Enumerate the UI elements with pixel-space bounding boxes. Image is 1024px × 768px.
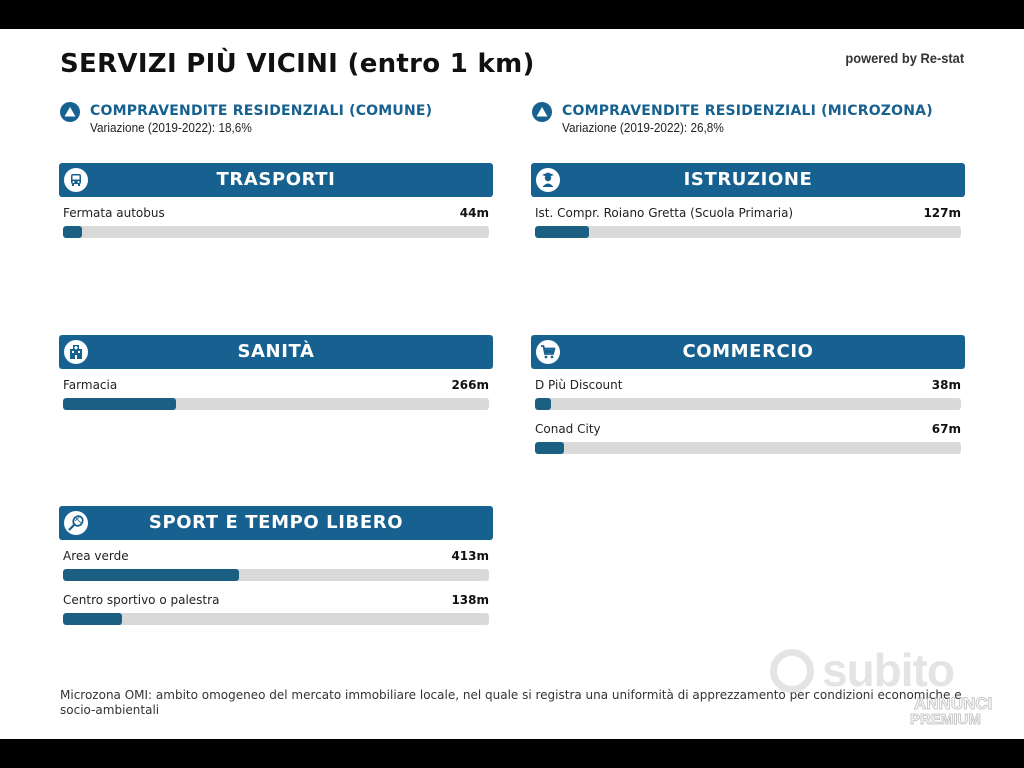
distance-bar-fill <box>63 569 239 581</box>
service-list <box>531 369 965 457</box>
section-title: TRASPORTI <box>216 169 336 190</box>
section-commercio <box>531 335 965 457</box>
distance-bar-fill <box>535 398 551 410</box>
trend-variation: Variazione (2019-2022): 26,8% <box>562 121 724 135</box>
footnote: Microzona OMI: ambito omogeneo del mercato immobiliare locale, nel quale si registra una uniformità di apprezzamento per condizioni economiche e socio-ambientali <box>60 688 962 717</box>
distance-bar-fill <box>535 226 589 238</box>
service-distance: 266m <box>451 378 489 392</box>
distance-bar-fill <box>63 226 82 238</box>
triangle-up-icon <box>60 102 80 122</box>
service-name: Ist. Compr. Roiano Gretta (Scuola Primaria) <box>535 206 794 220</box>
service-name: Farmacia <box>63 378 118 392</box>
subito-logo-icon <box>770 649 814 693</box>
service-item <box>59 197 493 241</box>
distance-bar-fill <box>535 442 564 454</box>
service-name: Centro sportivo o palestra <box>63 593 220 607</box>
section-trasporti <box>59 163 493 241</box>
service-distance: 413m <box>451 549 489 563</box>
service-list <box>59 540 493 628</box>
watermark-line2: PREMIUM <box>910 711 981 728</box>
section-sport <box>59 506 493 628</box>
services-page <box>0 29 1024 739</box>
service-item <box>59 584 493 628</box>
service-item <box>531 197 965 241</box>
section-header <box>59 506 493 540</box>
service-name: Fermata autobus <box>63 206 165 220</box>
watermark-brand: subito <box>822 644 954 696</box>
service-list <box>59 197 493 241</box>
service-distance: 138m <box>451 593 489 607</box>
distance-bar <box>535 398 961 410</box>
service-item <box>531 413 965 457</box>
distance-bar <box>63 613 489 625</box>
page-title: SERVIZI PIÙ VICINI (entro 1 km) <box>60 49 535 79</box>
section-sanita <box>59 335 493 413</box>
service-list <box>531 197 965 241</box>
distance-bar-fill <box>63 398 176 410</box>
watermark-line1: ANNUNCI <box>914 694 993 713</box>
section-title: COMMERCIO <box>682 341 814 362</box>
distance-bar <box>63 569 489 581</box>
service-name: Area verde <box>63 549 129 563</box>
section-header <box>531 163 965 197</box>
bottom-letterbox-bar <box>0 739 1024 768</box>
service-item <box>59 540 493 584</box>
service-item <box>59 369 493 413</box>
service-distance: 44m <box>459 206 489 220</box>
service-item <box>531 369 965 413</box>
distance-bar-fill <box>63 613 122 625</box>
distance-bar <box>535 442 961 454</box>
service-distance: 67m <box>931 422 961 436</box>
distance-bar <box>63 398 489 410</box>
service-name: Conad City <box>535 422 601 436</box>
section-istruzione <box>531 163 965 241</box>
powered-by-label: powered by Re-stat <box>845 50 964 66</box>
trend-variation: Variazione (2019-2022): 18,6% <box>90 121 252 135</box>
trend-title: COMPRAVENDITE RESIDENZIALI (MICROZONA) <box>562 103 933 119</box>
top-letterbox-bar <box>0 0 1024 29</box>
service-distance: 38m <box>931 378 961 392</box>
section-title: SANITÀ <box>237 341 315 362</box>
trend-title: COMPRAVENDITE RESIDENZIALI (COMUNE) <box>90 103 433 119</box>
section-header <box>59 163 493 197</box>
subito-watermark <box>770 644 1010 729</box>
triangle-up-icon <box>532 102 552 122</box>
service-distance: 127m <box>923 206 961 220</box>
section-title: SPORT E TEMPO LIBERO <box>148 512 404 533</box>
section-header <box>59 335 493 369</box>
section-header <box>531 335 965 369</box>
service-list <box>59 369 493 413</box>
distance-bar <box>63 226 489 238</box>
service-name: D Più Discount <box>535 378 623 392</box>
distance-bar <box>535 226 961 238</box>
section-title: ISTRUZIONE <box>683 169 813 190</box>
